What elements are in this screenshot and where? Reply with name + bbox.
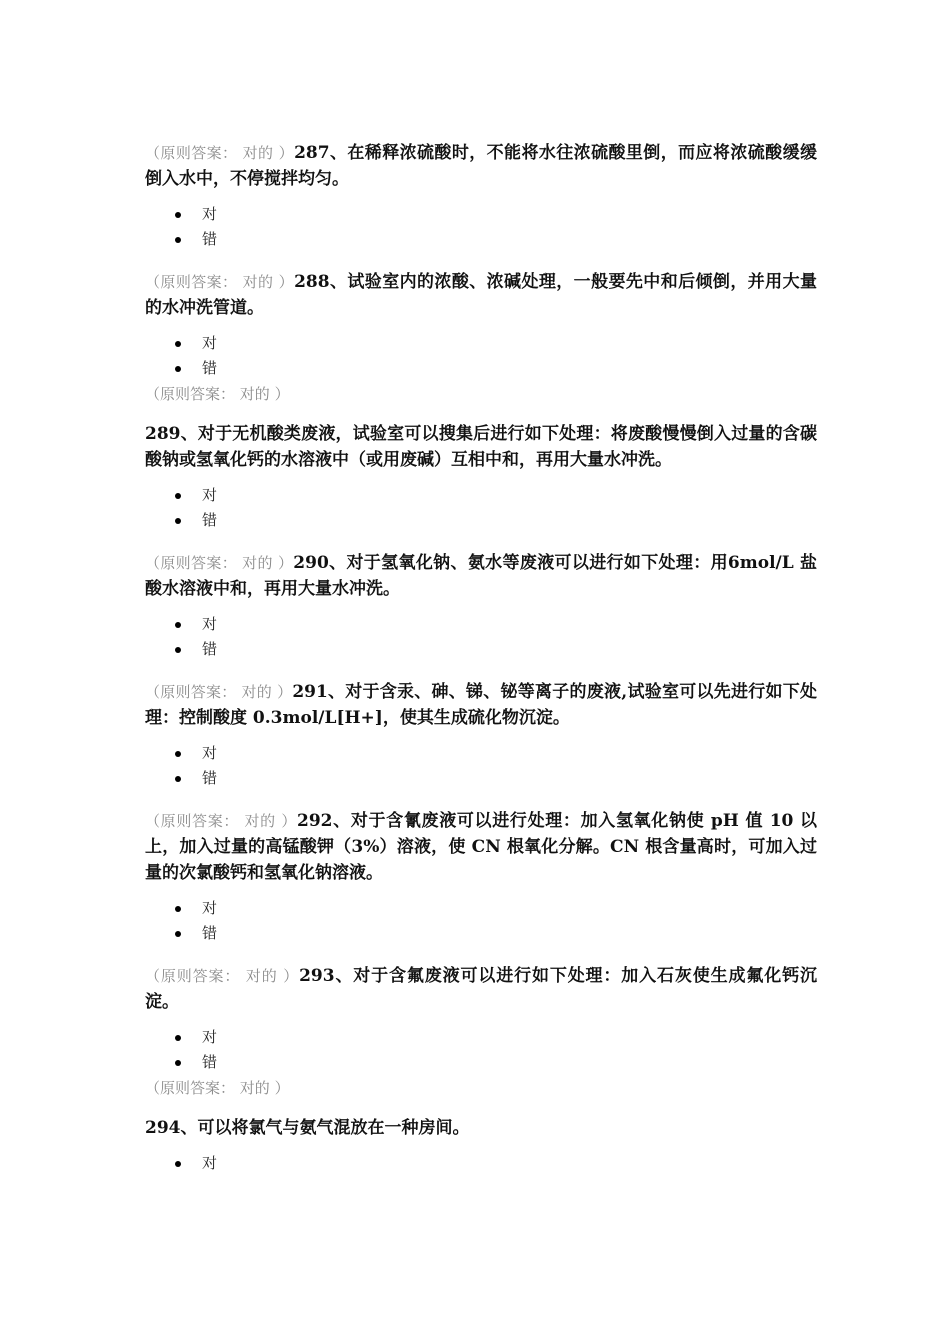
option-false[interactable]: 错 (145, 227, 817, 252)
option-true[interactable]: 对 (145, 612, 817, 637)
question-291 (145, 679, 817, 791)
option-true[interactable]: 对 (145, 1151, 817, 1176)
question-293 (145, 963, 817, 1101)
answer-label: （原则答案： 对的 ） (145, 1079, 290, 1097)
answer-label: （原则答案： 对的 ） (145, 385, 290, 403)
option-list (145, 612, 817, 662)
question-292 (145, 808, 817, 946)
question-text: （原则答案： 对的 ）292、对于含氰废液可以进行处理：加入氢氧化钠使 pH 值 10 以上，加入过量的高锰酸钾（3%）溶液，使 CN 根氧化分解。CN 根含量高时，可加入过量的次氯酸钙和氢氧化钠溶液。 (145, 811, 817, 883)
question-290 (145, 550, 817, 662)
option-list (145, 1025, 817, 1075)
option-list (145, 896, 817, 946)
answer-label: （原则答案： 对的 ） (145, 144, 295, 162)
option-list (145, 202, 817, 252)
question-text: （原则答案： 对的 ）290、对于氢氧化钠、氨水等废液可以进行如下处理：用6mol/L 盐酸水溶液中和，再用大量水冲洗。 (145, 553, 817, 599)
option-list (145, 741, 817, 791)
answer-label: （原则答案： 对的 ） (145, 554, 294, 572)
question-text: （原则答案： 对的 ）293、对于含氟废液可以进行如下处理：加入石灰使生成氟化钙沉淀。 (145, 966, 817, 1012)
option-false[interactable]: 错 (145, 921, 817, 946)
question-289 (145, 421, 817, 533)
question-287 (145, 140, 817, 252)
answer-label: （原则答案： 对的 ） (145, 967, 300, 985)
question-text: （原则答案： 对的 ）287、在稀释浓硫酸时，不能将水往浓硫酸里倒，而应将浓硫酸缓缓倒入水中，不停搅拌均匀。 (145, 143, 817, 189)
option-true[interactable]: 对 (145, 1025, 817, 1050)
question-text: （原则答案： 对的 ）291、对于含汞、砷、锑、铋等离子的废液,试验室可以先进行如下处理：控制酸度 0.3mol/L[H+]，使其生成硫化物沉淀。 (145, 682, 817, 728)
question-288 (145, 269, 817, 407)
option-true[interactable]: 对 (145, 896, 817, 921)
option-true[interactable]: 对 (145, 202, 817, 227)
question-294 (145, 1115, 817, 1176)
option-false[interactable]: 错 (145, 766, 817, 791)
answer-label: （原则答案： 对的 ） (145, 273, 295, 291)
option-list (145, 1151, 817, 1176)
question-text: 289、对于无机酸类废液，试验室可以搜集后进行如下处理：将废酸慢慢倒入过量的含碳酸钠或氢氧化钙的水溶液中（或用废碱）互相中和，再用大量水冲洗。 (145, 424, 817, 470)
question-text: 294、可以将氯气与氨气混放在一种房间。 (145, 1118, 470, 1138)
option-false[interactable]: 错 (145, 1050, 817, 1075)
option-true[interactable]: 对 (145, 741, 817, 766)
document-page (145, 140, 817, 1176)
answer-label: （原则答案： 对的 ） (145, 812, 297, 830)
option-true[interactable]: 对 (145, 483, 817, 508)
option-list (145, 331, 817, 381)
question-text: （原则答案： 对的 ）288、试验室内的浓酸、浓碱处理，一般要先中和后倾倒，并用大量的水冲洗管道。 (145, 272, 817, 318)
option-list (145, 483, 817, 533)
option-true[interactable]: 对 (145, 331, 817, 356)
option-false[interactable]: 错 (145, 637, 817, 662)
option-false[interactable]: 错 (145, 508, 817, 533)
option-false[interactable]: 错 (145, 356, 817, 381)
answer-label: （原则答案： 对的 ） (145, 683, 293, 701)
